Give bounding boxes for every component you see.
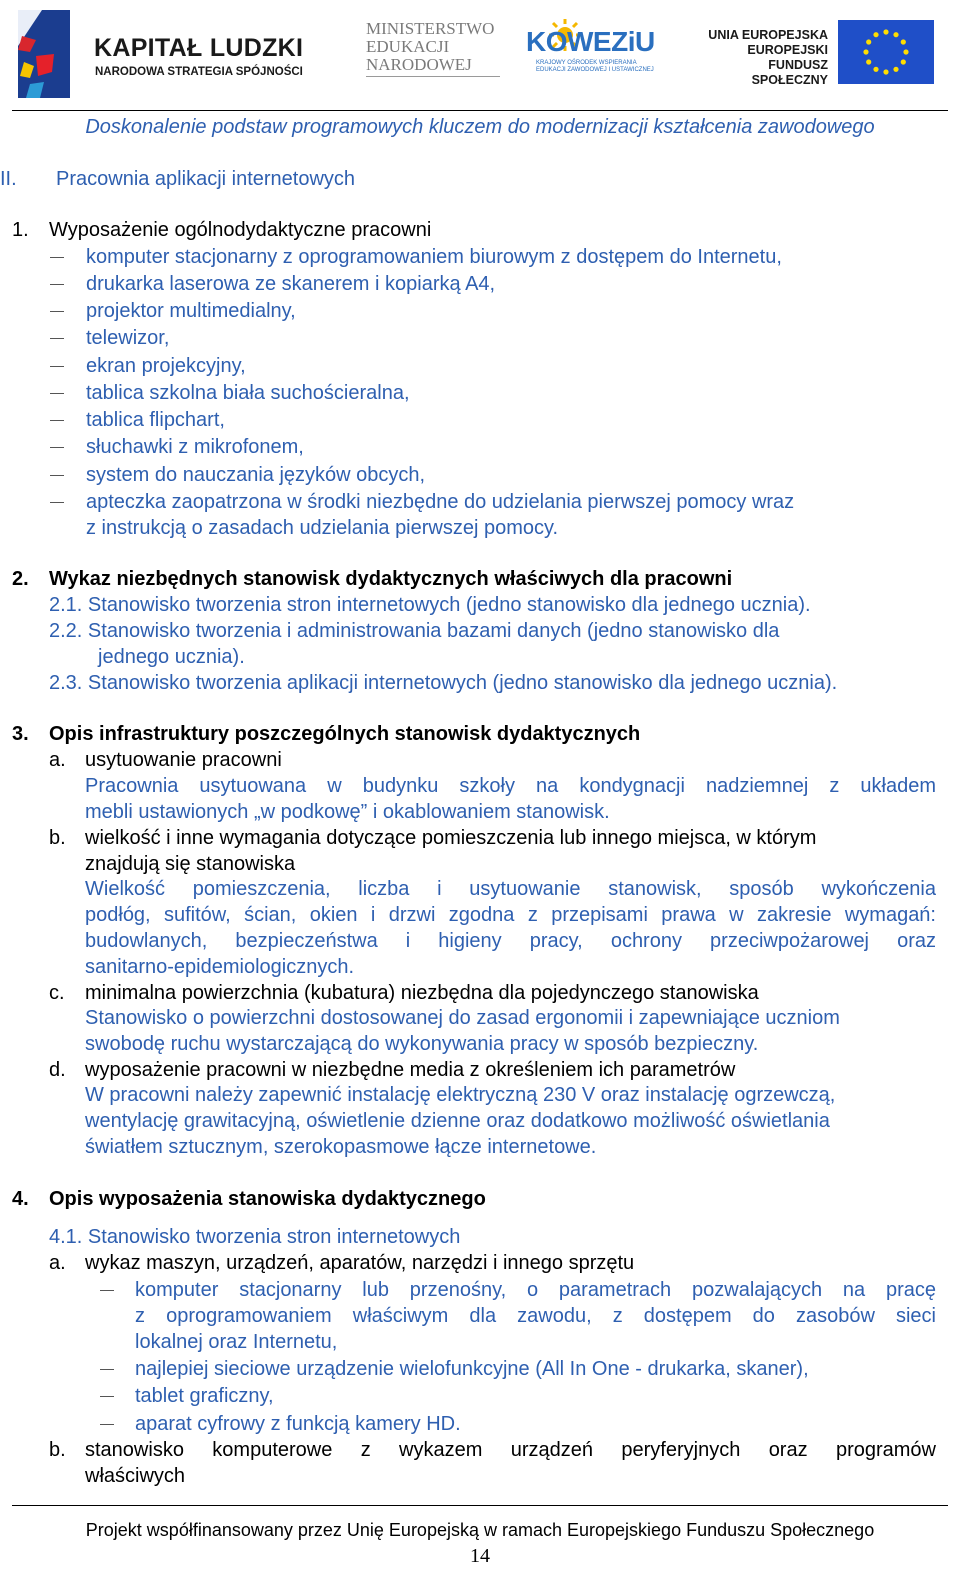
eu-flag-icon	[838, 20, 934, 84]
list-item: słuchawki z mikrofonem,	[86, 436, 304, 458]
s3-c-title: minimalna powierzchnia (kubatura) niezbędna dla pojedynczego stanowiska	[85, 982, 759, 1004]
section-title: Pracownia aplikacji internetowych	[56, 168, 356, 190]
list-item-continuation: z instrukcją o zasadach udzielania pierwszej pomocy.	[86, 517, 559, 539]
s4-a-item-2: najlepiej sieciowe urządzenie wielofunkcyjne (All In One - drukarka, skaner),	[135, 1358, 809, 1380]
bullet-dash	[50, 366, 64, 367]
bullet-dash	[100, 1369, 114, 1370]
list-item: system do nauczania języków obcych,	[86, 464, 426, 486]
s3-d-text-2: wentylację grawitacyjną, oświetlenie dzienne oraz dodatkowo możliwość oświetlania	[85, 1110, 830, 1132]
s3-c-text-1: Stanowisko o powierzchni dostosowanej do zasad ergonomii i zapewniające uczniom	[85, 1007, 840, 1029]
men-underline	[366, 76, 500, 77]
footer-rule	[12, 1505, 948, 1506]
s3-b-title-1: wielkość i inne wymagania dotyczące pomieszczenia lub innego miejsca, w którym	[85, 827, 817, 849]
s3-d-title: wyposażenie pracowni w niezbędne media z określeniem ich parametrów	[85, 1059, 736, 1081]
bullet-dash	[100, 1290, 114, 1291]
s3-b-text-1: Wielkość pomieszczenia, liczba i usytuowanie stanowisk, sposób wykończenia	[85, 878, 936, 900]
bullet-dash	[100, 1424, 114, 1425]
s4-a-title: wykaz maszyn, urządzeń, aparatów, narzędzi i innego sprzętu	[85, 1252, 635, 1274]
s4-a-item-4: aparat cyfrowy z funkcją kamery HD.	[135, 1413, 461, 1435]
bullet-dash	[50, 393, 64, 394]
s3-b-text-3: budowlanych, bezpieczeństwa i higieny pracy, ochrony przeciwpożarowej oraz	[85, 930, 936, 952]
s3-b-title-2: znajdują się stanowiska	[85, 853, 296, 875]
footer-text: Projekt współfinansowany przez Unię Europejską w ramach Europejskiego Funduszu Społecznego	[85, 1520, 875, 1540]
list-item: tablica flipchart,	[86, 409, 225, 431]
s3-c-letter: c.	[49, 982, 65, 1004]
list-item: telewizor,	[86, 327, 170, 349]
bullet-dash	[50, 257, 64, 258]
s3-b-text-4: sanitarno-epidemiologicznych.	[85, 956, 355, 978]
s1-heading: Wyposażenie ogólnodydaktyczne pracowni	[49, 219, 432, 241]
s4-heading: Opis wyposażenia stanowiska dydaktycznego	[49, 1188, 486, 1210]
page-number: 14	[470, 1545, 490, 1567]
s3-d-text-1: W pracowni należy zapewnić instalację elektryczną 230 V oraz instalację ogrzewczą,	[85, 1084, 836, 1106]
list-item: komputer stacjonarny z oprogramowaniem biurowym z dostępem do Internetu,	[86, 246, 782, 268]
s3-a-text-1: Pracownia usytuowana w budynku szkoły na kondygnacji nadziemnej z układem	[85, 775, 936, 797]
s3-c-text-2: swobodę ruchu wystarczającą do wykonywania pracy w sposób bezpieczny.	[85, 1033, 759, 1055]
bullet-dash	[50, 420, 64, 421]
s4-number: 4.	[12, 1188, 29, 1210]
s2-heading: Wykaz niezbędnych stanowisk dydaktycznych właściwych dla pracowni	[49, 568, 733, 590]
men-line-1: MINISTERSTWO	[366, 19, 495, 38]
koweziu-subtitle-1: KRAJOWY OŚRODEK WSPIERANIA	[536, 60, 637, 66]
kapital-ludzki-title: KAPITAŁ LUDZKI	[94, 34, 304, 62]
s4-b-text-1: stanowisko komputerowe z wykazem urządzeń peryferyjnych oraz programów	[85, 1439, 936, 1461]
s4-a-item-1-line-2: z oprogramowaniem właściwym dla zawodu, z dostępem do zasobów sieci	[135, 1305, 936, 1327]
s3-d-text-3: światłem sztucznym, szerokopasmowe łącze internetowe.	[85, 1136, 597, 1158]
men-logo	[366, 20, 500, 77]
kapital-ludzki-subtitle: NARODOWA STRATEGIA SPÓJNOŚCI	[95, 66, 303, 78]
ue-line-3: FUNDUSZ SPOŁECZNY	[751, 58, 828, 87]
list-item: drukarka laserowa ze skanerem i kopiarką A4,	[86, 273, 496, 295]
s4-a-item-1-line-3: lokalnej oraz Internetu,	[135, 1331, 338, 1353]
ue-line-2: EUROPEJSKI	[747, 43, 828, 57]
koweziu-subtitle-2: EDUKACJI ZAWODOWEJ I USTAWICZNEJ	[536, 67, 654, 73]
bullet-dash	[50, 502, 64, 503]
s3-a-letter: a.	[49, 749, 66, 771]
s3-d-letter: d.	[49, 1059, 66, 1081]
section-numeral: II.	[0, 168, 17, 190]
koweziu-name: KOWEZiU	[526, 26, 655, 57]
bullet-dash	[50, 311, 64, 312]
list-item: projektor multimedialny,	[86, 300, 296, 322]
s3-number: 3.	[12, 723, 29, 745]
s4-a-letter: a.	[49, 1252, 66, 1274]
s2-number: 2.	[12, 568, 29, 590]
s2-item-3: 2.3. Stanowisko tworzenia aplikacji internetowych (jedno stanowisko dla jednego ucznia).	[49, 672, 838, 694]
s1-number: 1.	[12, 219, 29, 241]
s2-item-2-continuation: jednego ucznia).	[98, 646, 245, 668]
ue-line-1: UNIA EUROPEJSKA	[708, 28, 828, 42]
men-line-3: NARODOWEJ	[366, 55, 472, 74]
s4-subheading: 4.1. Stanowisko tworzenia stron internetowych	[49, 1226, 461, 1248]
list-item: apteczka zaopatrzona w środki niezbędne do udzielania pierwszej pomocy wraz	[86, 491, 795, 513]
project-title: Doskonalenie podstaw programowych kluczem do modernizacji kształcenia zawodowego	[85, 116, 875, 138]
s4-a-item-1-line-1: komputer stacjonarny lub przenośny, o parametrach pozwalających na pracę	[135, 1279, 936, 1301]
s4-b-letter: b.	[49, 1439, 66, 1461]
bullet-dash	[100, 1396, 114, 1397]
kapital-ludzki-logo-icon	[10, 6, 74, 102]
header-rule	[12, 110, 948, 111]
s3-a-text-2: mebli ustawionych „w podkowę” i okablowaniem stanowisk.	[85, 801, 610, 823]
bullet-dash	[50, 338, 64, 339]
s3-a-title: usytuowanie pracowni	[85, 749, 282, 771]
s3-b-letter: b.	[49, 827, 66, 849]
koweziu-subtitle	[536, 60, 654, 74]
list-item: tablica szkolna biała suchościeralna,	[86, 382, 410, 404]
s3-b-text-2: podłóg, sufitów, ścian, okien i drzwi zgodna z przepisami prawa w zakresie wymagań:	[85, 904, 936, 926]
s4-a-item-3: tablet graficzny,	[135, 1385, 274, 1407]
s3-heading: Opis infrastruktury poszczególnych stanowisk dydaktycznych	[49, 723, 641, 745]
ue-text	[700, 28, 828, 88]
s4-b-text-2: właściwych	[85, 1465, 186, 1487]
bullet-dash	[50, 447, 64, 448]
list-item: ekran projekcyjny,	[86, 355, 246, 377]
men-line-2: EDUKACJI	[366, 37, 450, 56]
bullet-dash	[50, 284, 64, 285]
bullet-dash	[50, 475, 64, 476]
s2-item-2: 2.2. Stanowisko tworzenia i administrowania bazami danych (jedno stanowisko dla	[49, 620, 780, 642]
s2-item-1: 2.1. Stanowisko tworzenia stron internetowych (jedno stanowisko dla jednego ucznia).	[49, 594, 811, 616]
header-logos	[0, 0, 960, 110]
